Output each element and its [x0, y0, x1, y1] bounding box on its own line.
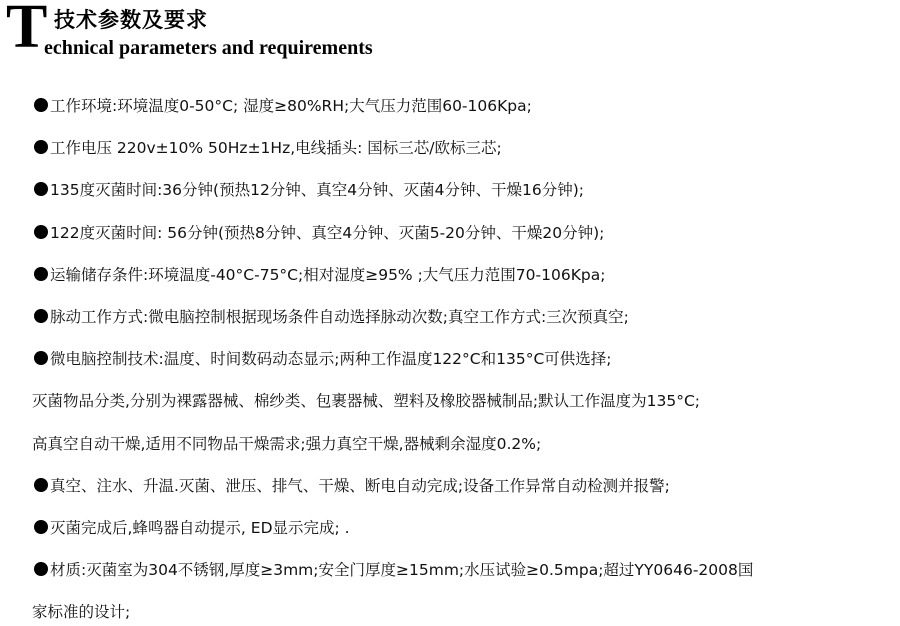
spec-item [34, 518, 350, 538]
spec-item-text: 工作环境:环境温度0-50°C; 湿度≥80%RH;大气压力范围60-106Kpa; [50, 97, 532, 115]
spec-item [32, 602, 130, 622]
bullet-icon [34, 225, 48, 239]
spec-item [32, 434, 541, 454]
bullet-icon [34, 98, 48, 112]
spec-item [34, 223, 604, 243]
spec-item-text: 真空、注水、升温.灭菌、泄压、排气、干燥、断电自动完成;设备工作异常自动检测并报警; [50, 476, 670, 495]
spec-item-text: 脉动工作方式:微电脑控制根据现场条件自动选择脉动次数;真空工作方式:三次预真空; [50, 308, 629, 326]
spec-item [34, 476, 670, 496]
spec-item [34, 560, 753, 580]
bullet-icon [34, 267, 48, 281]
spec-item [34, 349, 611, 369]
spec-item [34, 138, 502, 158]
bullet-icon [34, 478, 48, 492]
spec-item-text: 灭菌物品分类,分别为裸露器械、棉纱类、包裹器械、塑料及橡胶器械制品;默认工作温度为135°C; [32, 392, 701, 411]
spec-item-text: 材质:灭菌室为304不锈钢,厚度≥3mm;安全门厚度≥15mm;水压试验≥0.5mpa;超过YY0646-2008国 [50, 561, 754, 580]
bullet-icon [34, 309, 48, 323]
section-header [6, 2, 526, 62]
bullet-icon [34, 140, 48, 154]
spec-item-text: 135度灭菌时间:36分钟(预热12分钟、真空4分钟、灭菌4分钟、干燥16分钟); [50, 181, 585, 200]
spec-item-text: 工作电压 220v±10% 50Hz±1Hz,电线插头: 国标三芯/欧标三芯; [50, 139, 502, 158]
spec-item-text: 122度灭菌时间: 56分钟(预热8分钟、真空4分钟、灭菌5-20分钟、干燥20分钟); [50, 223, 605, 242]
bullet-icon [34, 182, 48, 196]
spec-item [34, 96, 532, 116]
spec-item [34, 180, 584, 200]
spec-item-text: 运输储存条件:环境温度-40°C-75°C;相对湿度≥95% ;大气压力范围70-106Kpa; [50, 265, 606, 284]
spec-item-text: 高真空自动干燥,适用不同物品干燥需求;强力真空干燥,器械剩余湿度0.2%; [32, 434, 542, 453]
spec-item-text: 灭菌完成后,蜂鸣器自动提示, ED显示完成; . [50, 519, 350, 537]
bullet-icon [34, 351, 48, 365]
bullet-icon [34, 562, 48, 576]
spec-item-text: 家标准的设计; [32, 603, 131, 622]
spec-item [34, 265, 605, 285]
header-big-letter: T [6, 0, 48, 61]
spec-item-text: 微电脑控制技术:温度、时间数码动态显示;两种工作温度122°C和135°C可供选择; [50, 350, 612, 369]
section-title-cn: 技术参数及要求 [54, 7, 208, 32]
spec-item [34, 307, 629, 327]
bullet-icon [34, 520, 48, 534]
spec-item [32, 391, 700, 411]
section-title-en: echnical parameters and requirements [44, 37, 373, 59]
